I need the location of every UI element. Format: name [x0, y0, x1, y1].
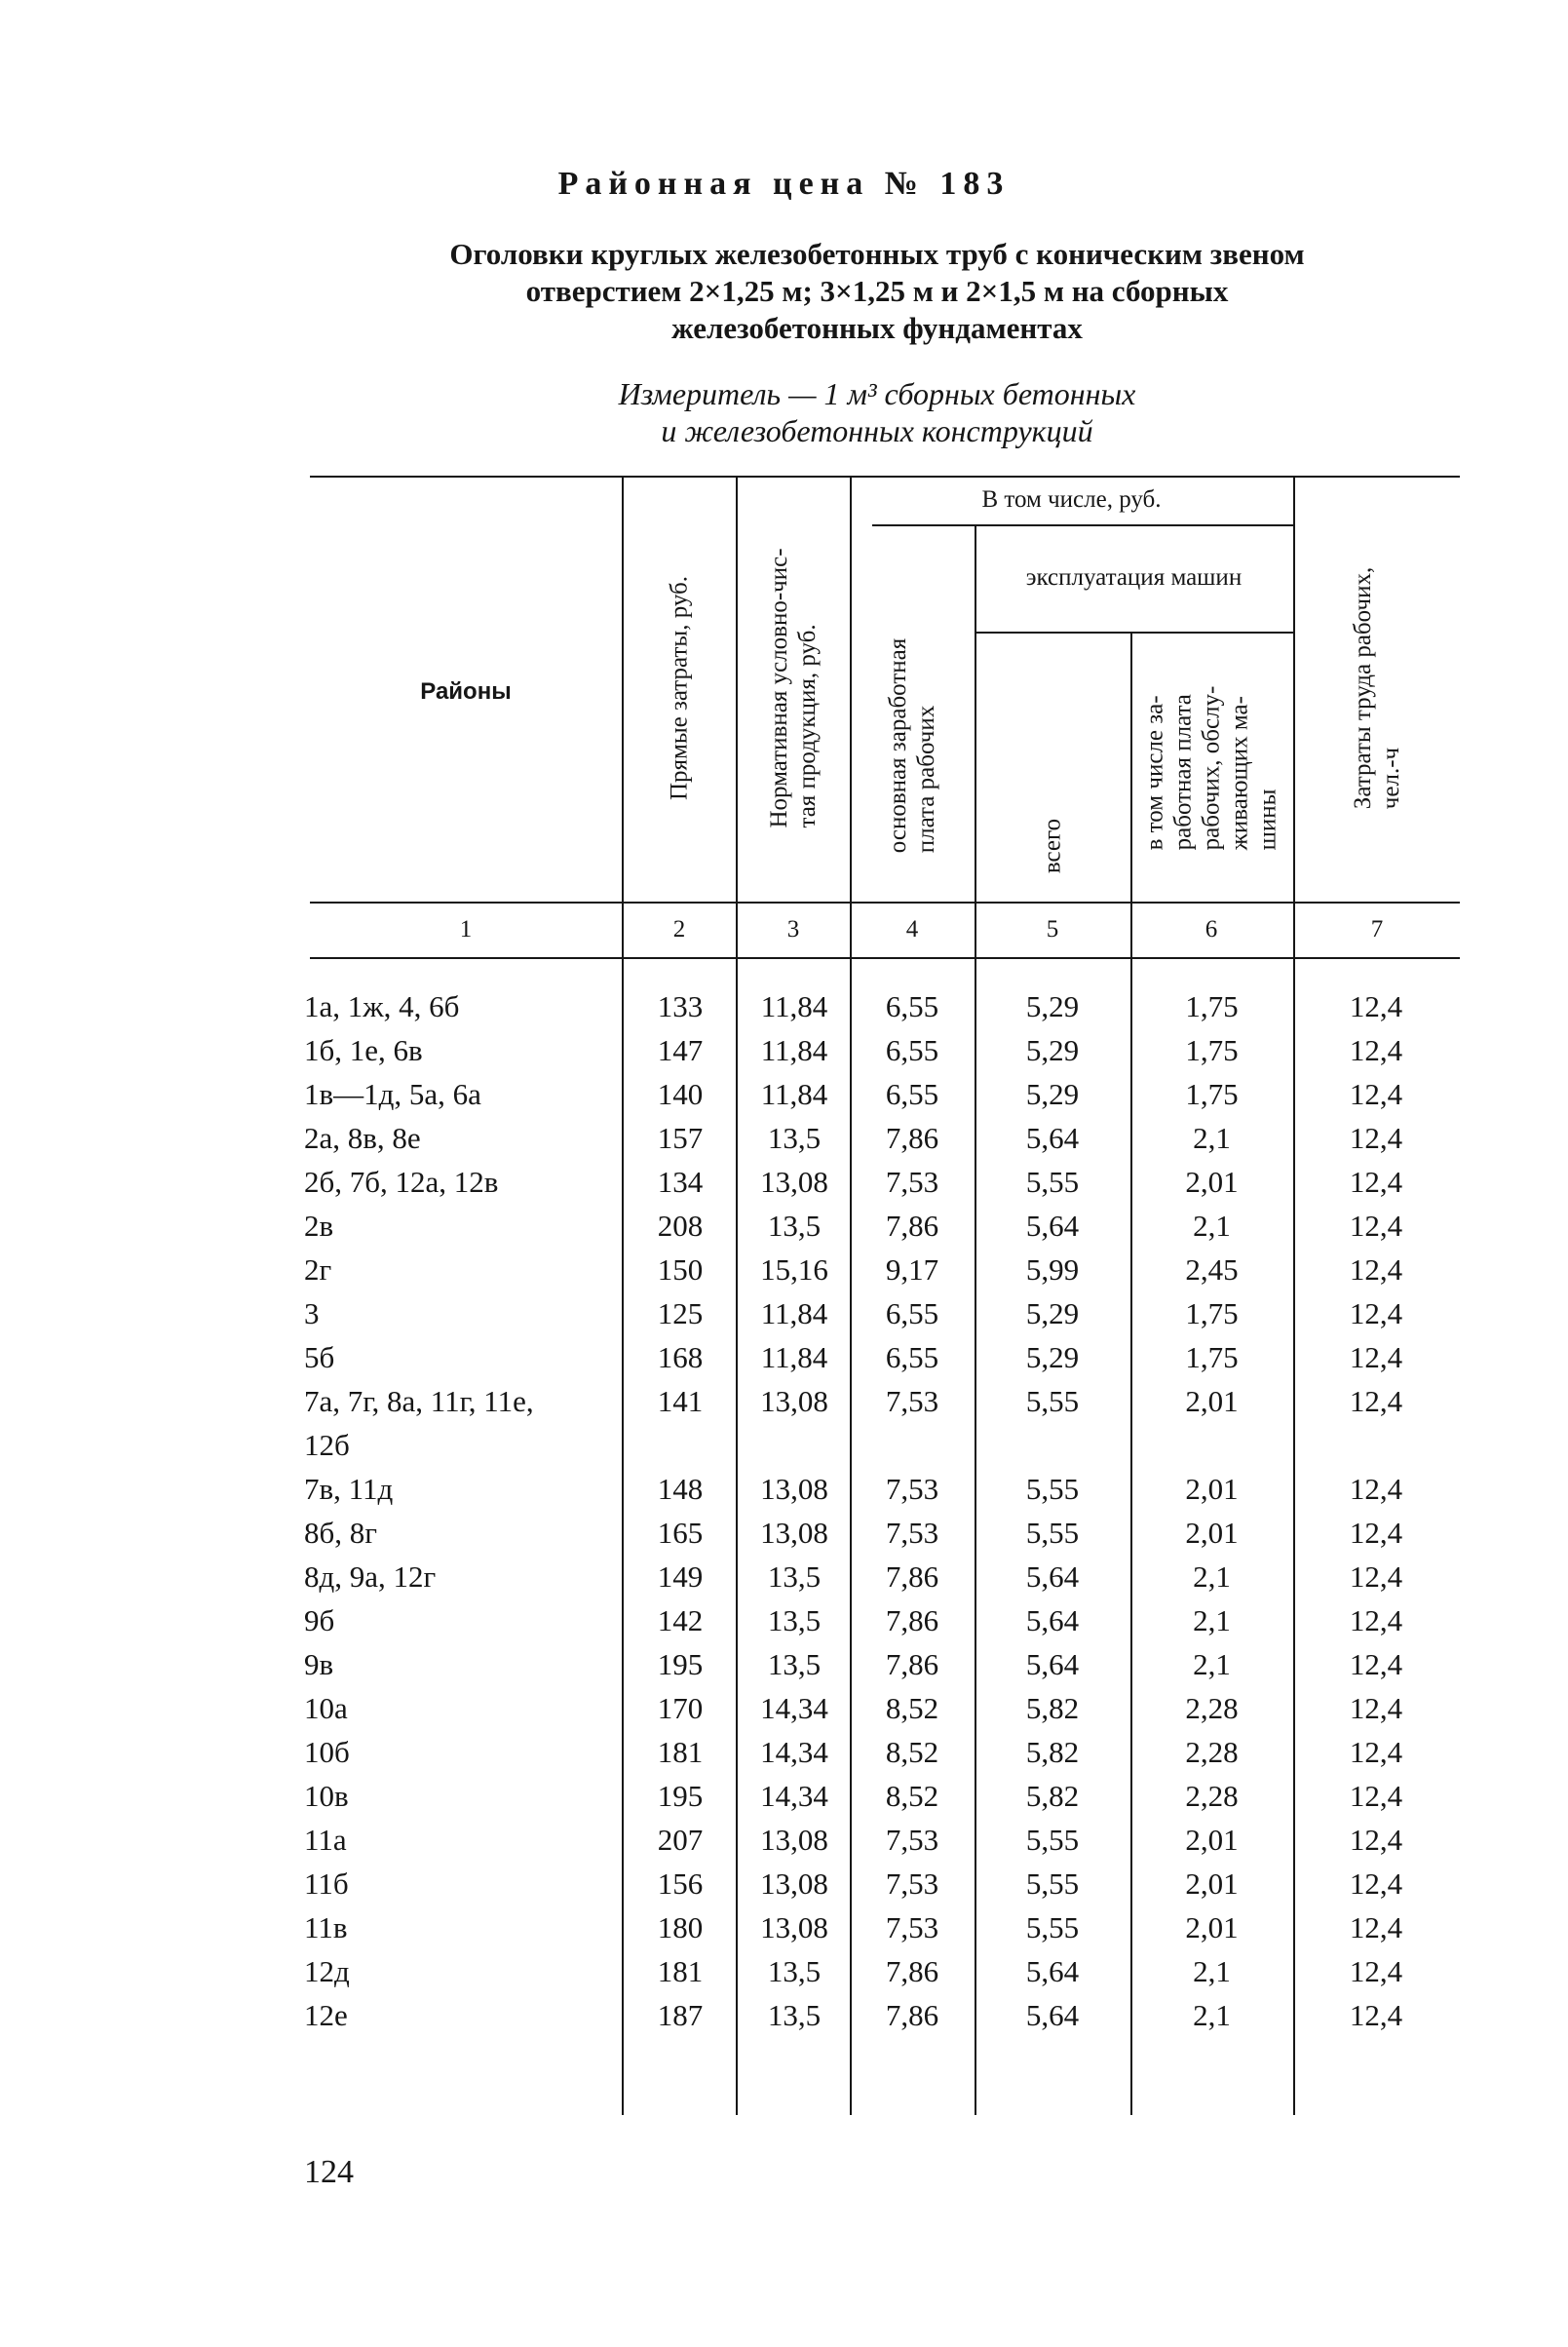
- region-text: 12д: [304, 1954, 350, 1988]
- header-labor: [1349, 567, 1405, 809]
- page-number: 124: [304, 2154, 354, 2190]
- cell-machines-wage: 2,45: [1185, 1252, 1239, 1287]
- table-row: [304, 1642, 1464, 1686]
- region-text-cont: 12б: [304, 1428, 350, 1462]
- table-row: [304, 1160, 1464, 1204]
- cell-machines-total: 5,64: [1025, 1559, 1080, 1594]
- table-top-rule: [310, 476, 1460, 478]
- region-text: 1а, 1ж, 4, 6б: [304, 989, 460, 1023]
- cell-direct-costs: 147: [657, 1033, 704, 1067]
- region-text: 2а, 8в, 8е: [304, 1121, 421, 1155]
- cell-base-wage: 7,86: [885, 1647, 939, 1681]
- cell-machines-wage: 2,01: [1185, 1823, 1239, 1857]
- region-text: 1б, 1е, 6в: [304, 1033, 423, 1067]
- cell-normative: 11,84: [760, 1340, 828, 1374]
- table-body: [304, 984, 1464, 2037]
- cell-direct-costs: 150: [657, 1252, 704, 1287]
- table-row: [304, 1598, 1464, 1642]
- header-text: живающих ма-: [1226, 696, 1253, 851]
- cell-labor: 12,4: [1349, 1866, 1403, 1901]
- cell-region: [304, 1598, 626, 1642]
- table-row: [304, 1993, 1464, 2037]
- cell-machines-wage: 1,75: [1185, 1340, 1239, 1374]
- measure-line: Измеритель — 1 м³ сборных бетонных: [618, 376, 1136, 411]
- cell-normative: 13,5: [767, 1209, 822, 1243]
- cell-machines-total: 5,64: [1025, 1998, 1080, 2032]
- column-number: 3: [786, 916, 800, 943]
- cell-direct-costs: 180: [657, 1910, 704, 1944]
- cell-machines-wage: 2,1: [1193, 1209, 1231, 1243]
- cell-machines-total: 5,82: [1025, 1735, 1080, 1769]
- machines-rule: [975, 632, 1293, 634]
- cell-region: [304, 1642, 626, 1686]
- cell-labor: 12,4: [1349, 1910, 1403, 1944]
- cell-machines-wage: 2,1: [1193, 1559, 1231, 1594]
- cell-direct-costs: 195: [657, 1779, 704, 1813]
- cell-labor: 12,4: [1349, 1384, 1403, 1418]
- cell-machines-wage: 2,1: [1193, 1121, 1231, 1155]
- cell-direct-costs: 133: [657, 989, 704, 1023]
- region-text: 10а: [304, 1691, 348, 1725]
- table-row: [304, 1467, 1464, 1511]
- column-number: 7: [1370, 916, 1384, 943]
- cell-machines-wage: 2,1: [1193, 1954, 1231, 1988]
- table-row: [304, 1774, 1464, 1818]
- header-bottom-rule: [310, 902, 1460, 904]
- cell-machines-wage: 2,01: [1185, 1516, 1239, 1550]
- cell-direct-costs: 208: [657, 1209, 704, 1243]
- table-row: [304, 1072, 1464, 1116]
- region-text: 9в: [304, 1647, 334, 1681]
- table-row: [304, 984, 1464, 1028]
- cell-labor: 12,4: [1349, 1998, 1403, 2032]
- region-text: 8б, 8г: [304, 1516, 377, 1550]
- cell-base-wage: 7,53: [885, 1516, 939, 1550]
- cell-labor: 12,4: [1349, 1823, 1403, 1857]
- cell-direct-costs: 125: [657, 1296, 704, 1330]
- header-machines-wage: [1141, 686, 1282, 851]
- cell-machines-total: 5,99: [1025, 1252, 1080, 1287]
- cell-labor: 12,4: [1349, 989, 1403, 1023]
- cell-direct-costs: 181: [657, 1954, 704, 1988]
- cell-labor: 12,4: [1349, 1165, 1403, 1199]
- cell-direct-costs: 181: [657, 1735, 704, 1769]
- cell-base-wage: 7,53: [885, 1472, 939, 1506]
- cell-region: [304, 1379, 626, 1467]
- table-row: [304, 1862, 1464, 1905]
- cell-base-wage: 6,55: [885, 1033, 939, 1067]
- cell-machines-total: 5,55: [1025, 1384, 1080, 1418]
- cell-normative: 13,5: [767, 1998, 822, 2032]
- cell-machines-wage: 2,1: [1193, 1603, 1231, 1637]
- cell-normative: 13,08: [760, 1910, 828, 1944]
- cell-machines-total: 5,55: [1025, 1165, 1080, 1199]
- cell-base-wage: 8,52: [885, 1735, 939, 1769]
- cell-normative: 13,5: [767, 1647, 822, 1681]
- cell-direct-costs: 157: [657, 1121, 704, 1155]
- cell-direct-costs: 165: [657, 1516, 704, 1550]
- cell-labor: 12,4: [1349, 1691, 1403, 1725]
- cell-region: [304, 1774, 626, 1818]
- cell-normative: 11,84: [760, 1077, 828, 1111]
- cell-machines-total: 5,82: [1025, 1779, 1080, 1813]
- cell-machines-wage: 2,01: [1185, 1384, 1239, 1418]
- cell-region: [304, 1291, 626, 1335]
- measure-unit: [507, 375, 1247, 449]
- cell-labor: 12,4: [1349, 1296, 1403, 1330]
- cell-direct-costs: 168: [657, 1340, 704, 1374]
- region-text: 2б, 7б, 12а, 12в: [304, 1165, 499, 1199]
- cell-normative: 13,08: [760, 1165, 828, 1199]
- cell-normative: 13,08: [760, 1472, 828, 1506]
- cell-region: [304, 984, 626, 1028]
- cell-region: [304, 1335, 626, 1379]
- cell-labor: 12,4: [1349, 1647, 1403, 1681]
- cell-machines-total: 5,55: [1025, 1866, 1080, 1901]
- cell-region: [304, 1555, 626, 1598]
- cell-machines-wage: 2,28: [1185, 1735, 1239, 1769]
- cell-region: [304, 1116, 626, 1160]
- cell-labor: 12,4: [1349, 1954, 1403, 1988]
- header-text: в том числе за-: [1141, 695, 1168, 851]
- region-text: 11а: [304, 1823, 347, 1857]
- region-text: 9б: [304, 1603, 335, 1637]
- cell-base-wage: 8,52: [885, 1779, 939, 1813]
- measure-line: и железобетонных конструкций: [661, 413, 1093, 448]
- subtitle: [312, 236, 1442, 347]
- cell-base-wage: 7,53: [885, 1823, 939, 1857]
- column-number: 6: [1205, 916, 1218, 943]
- cell-machines-total: 5,55: [1025, 1472, 1080, 1506]
- cell-region: [304, 1204, 626, 1248]
- cell-normative: 11,84: [760, 1296, 828, 1330]
- cell-direct-costs: 142: [657, 1603, 704, 1637]
- cell-machines-wage: 2,01: [1185, 1866, 1239, 1901]
- region-text: 8д, 9а, 12г: [304, 1559, 437, 1594]
- region-text: 12е: [304, 1998, 348, 2032]
- cell-normative: 13,5: [767, 1121, 822, 1155]
- cell-machines-wage: 2,28: [1185, 1779, 1239, 1813]
- table-row: [304, 1291, 1464, 1335]
- cell-base-wage: 9,17: [885, 1252, 939, 1287]
- cell-labor: 12,4: [1349, 1121, 1403, 1155]
- header-text: всего: [1039, 818, 1066, 874]
- cell-machines-wage: 2,01: [1185, 1165, 1239, 1199]
- region-text: 11б: [304, 1866, 349, 1901]
- cell-machines-total: 5,64: [1025, 1209, 1080, 1243]
- table-row: [304, 1511, 1464, 1555]
- subtitle-line: Оголовки круглых железобетонных труб с коническим звеном: [449, 237, 1305, 271]
- header-machine-operation: эксплуатация машин: [1025, 564, 1243, 591]
- table-row: [304, 1204, 1464, 1248]
- cell-normative: 13,5: [767, 1954, 822, 1988]
- cell-base-wage: 6,55: [885, 1077, 939, 1111]
- header-machines-total: [1039, 819, 1067, 873]
- cell-base-wage: 7,86: [885, 1121, 939, 1155]
- cell-labor: 12,4: [1349, 1340, 1403, 1374]
- region-text: 10б: [304, 1735, 350, 1769]
- column-number: 2: [672, 916, 686, 943]
- column-number: 5: [1046, 916, 1059, 943]
- region-text: 2в: [304, 1209, 334, 1243]
- cell-machines-wage: 2,01: [1185, 1472, 1239, 1506]
- cell-direct-costs: 140: [657, 1077, 704, 1111]
- table-row: [304, 1686, 1464, 1730]
- header-text: плата рабочих: [913, 705, 939, 854]
- cell-base-wage: 6,55: [885, 1340, 939, 1374]
- cell-normative: 13,5: [767, 1559, 822, 1594]
- header-text: шины: [1254, 789, 1281, 851]
- cell-machines-wage: 2,1: [1193, 1998, 1231, 2032]
- cell-labor: 12,4: [1349, 1033, 1403, 1067]
- cell-normative: 11,84: [760, 989, 828, 1023]
- cell-labor: 12,4: [1349, 1559, 1403, 1594]
- cell-direct-costs: 149: [657, 1559, 704, 1594]
- cell-region: [304, 1467, 626, 1511]
- header-text: Затраты труда рабочих,: [1350, 566, 1376, 810]
- region-text: 11в: [304, 1910, 348, 1944]
- cell-base-wage: 7,53: [885, 1384, 939, 1418]
- header-text: Нормативная условно-чис-: [766, 548, 792, 828]
- cell-labor: 12,4: [1349, 1209, 1403, 1243]
- cell-machines-total: 5,29: [1025, 1033, 1080, 1067]
- cell-machines-wage: 1,75: [1185, 989, 1239, 1023]
- cell-base-wage: 8,52: [885, 1691, 939, 1725]
- cell-labor: 12,4: [1349, 1735, 1403, 1769]
- region-text: 5б: [304, 1340, 335, 1374]
- cell-machines-wage: 2,01: [1185, 1910, 1239, 1944]
- cell-base-wage: 7,86: [885, 1603, 939, 1637]
- header-base-wage: [884, 638, 940, 853]
- cell-region: [304, 1993, 626, 2037]
- cell-machines-wage: 2,28: [1185, 1691, 1239, 1725]
- cell-normative: 13,08: [760, 1866, 828, 1901]
- cell-normative: 13,5: [767, 1603, 822, 1637]
- cell-machines-total: 5,64: [1025, 1121, 1080, 1155]
- cell-base-wage: 7,53: [885, 1866, 939, 1901]
- cell-labor: 12,4: [1349, 1516, 1403, 1550]
- header-normative: [765, 548, 822, 827]
- table-row: [304, 1949, 1464, 1993]
- table-row: [304, 1730, 1464, 1774]
- cell-machines-total: 5,29: [1025, 989, 1080, 1023]
- cell-region: [304, 1862, 626, 1905]
- header-text: чел.-ч: [1378, 747, 1404, 810]
- cell-normative: 13,08: [760, 1384, 828, 1418]
- header-direct-costs: [666, 576, 694, 800]
- cell-base-wage: 7,86: [885, 1954, 939, 1988]
- cell-machines-total: 5,64: [1025, 1647, 1080, 1681]
- table-row: [304, 1335, 1464, 1379]
- cell-normative: 14,34: [760, 1779, 828, 1813]
- cell-base-wage: 6,55: [885, 989, 939, 1023]
- cell-machines-wage: 1,75: [1185, 1077, 1239, 1111]
- cell-machines-total: 5,64: [1025, 1603, 1080, 1637]
- cell-labor: 12,4: [1349, 1472, 1403, 1506]
- column-number: 1: [459, 916, 473, 943]
- cell-labor: 12,4: [1349, 1252, 1403, 1287]
- table-row: [304, 1248, 1464, 1291]
- region-text: 10в: [304, 1779, 349, 1813]
- cell-normative: 14,34: [760, 1691, 828, 1725]
- region-text: 1в—1д, 5а, 6а: [304, 1077, 481, 1111]
- cell-labor: 12,4: [1349, 1779, 1403, 1813]
- header-text: Прямые затраты, руб.: [666, 575, 693, 801]
- colnum-bottom-rule: [310, 957, 1460, 959]
- header-text: тая продукция, руб.: [794, 624, 821, 828]
- header-text: работная плата: [1169, 694, 1197, 851]
- cell-machines-total: 5,29: [1025, 1340, 1080, 1374]
- cell-labor: 12,4: [1349, 1077, 1403, 1111]
- cell-base-wage: 6,55: [885, 1296, 939, 1330]
- table-row: [304, 1379, 1464, 1467]
- column-number: 4: [905, 916, 919, 943]
- cell-base-wage: 7,53: [885, 1165, 939, 1199]
- subtitle-line: железобетонных фундаментах: [671, 311, 1083, 345]
- cell-machines-wage: 1,75: [1185, 1033, 1239, 1067]
- cell-machines-total: 5,55: [1025, 1823, 1080, 1857]
- cell-machines-total: 5,29: [1025, 1296, 1080, 1330]
- cell-direct-costs: 148: [657, 1472, 704, 1506]
- cell-region: [304, 1028, 626, 1072]
- cell-direct-costs: 170: [657, 1691, 704, 1725]
- region-text: 3: [304, 1296, 320, 1330]
- cell-normative: 13,08: [760, 1823, 828, 1857]
- cell-direct-costs: 187: [657, 1998, 704, 2032]
- region-text: 7а, 7г, 8а, 11г, 11е,: [304, 1384, 534, 1418]
- page-title: Районная цена № 183: [557, 166, 1011, 202]
- cell-machines-total: 5,64: [1025, 1954, 1080, 1988]
- table-row: [304, 1116, 1464, 1160]
- header-including: В том числе, руб.: [981, 486, 1162, 513]
- cell-region: [304, 1818, 626, 1862]
- header-text: рабочих, обслу-: [1198, 685, 1225, 851]
- region-text: 2г: [304, 1252, 332, 1287]
- cell-base-wage: 7,53: [885, 1910, 939, 1944]
- table-row: [304, 1818, 1464, 1862]
- cell-labor: 12,4: [1349, 1603, 1403, 1637]
- cell-base-wage: 7,86: [885, 1559, 939, 1594]
- cell-base-wage: 7,86: [885, 1998, 939, 2032]
- cell-region: [304, 1160, 626, 1204]
- cell-region: [304, 1730, 626, 1774]
- cell-machines-total: 5,55: [1025, 1516, 1080, 1550]
- table-row: [304, 1905, 1464, 1949]
- header-text: основная заработная: [885, 637, 911, 854]
- cell-region: [304, 1511, 626, 1555]
- cell-machines-wage: 2,1: [1193, 1647, 1231, 1681]
- cell-base-wage: 7,86: [885, 1209, 939, 1243]
- cell-region: [304, 1686, 626, 1730]
- including-rule: [872, 524, 1293, 526]
- table-row: [304, 1555, 1464, 1598]
- cell-machines-total: 5,55: [1025, 1910, 1080, 1944]
- header-regions: Районы: [420, 678, 512, 705]
- cell-normative: 15,16: [760, 1252, 828, 1287]
- cell-direct-costs: 141: [657, 1384, 704, 1418]
- cell-normative: 14,34: [760, 1735, 828, 1769]
- table-row: [304, 1028, 1464, 1072]
- cell-region: [304, 1248, 626, 1291]
- cell-normative: 11,84: [760, 1033, 828, 1067]
- cell-direct-costs: 134: [657, 1165, 704, 1199]
- cell-normative: 13,08: [760, 1516, 828, 1550]
- cell-region: [304, 1949, 626, 1993]
- cell-direct-costs: 156: [657, 1866, 704, 1901]
- cell-machines-total: 5,29: [1025, 1077, 1080, 1111]
- subtitle-line: отверстием 2×1,25 м; 3×1,25 м и 2×1,5 м на сборных: [525, 274, 1229, 308]
- cell-direct-costs: 207: [657, 1823, 704, 1857]
- cell-direct-costs: 195: [657, 1647, 704, 1681]
- region-text: 7в, 11д: [304, 1472, 394, 1506]
- cell-machines-wage: 1,75: [1185, 1296, 1239, 1330]
- cell-region: [304, 1905, 626, 1949]
- cell-region: [304, 1072, 626, 1116]
- cell-machines-total: 5,82: [1025, 1691, 1080, 1725]
